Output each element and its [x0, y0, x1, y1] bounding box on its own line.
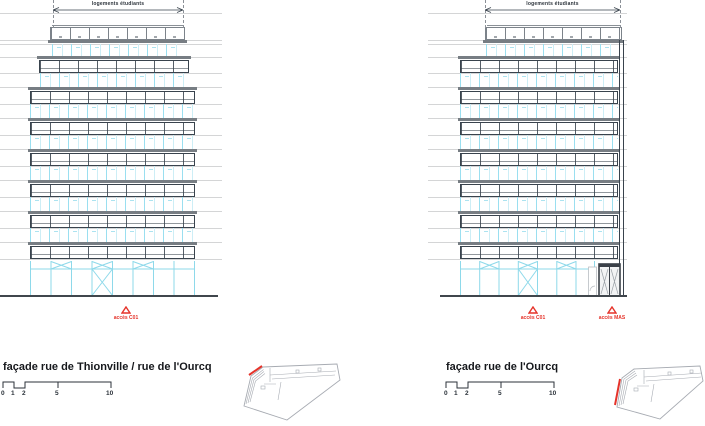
slab-edge — [28, 211, 197, 214]
slab-edge — [28, 149, 197, 152]
window-row — [486, 44, 618, 56]
roof-rail — [52, 25, 183, 26]
key-plan-left — [233, 356, 345, 424]
floor-band — [30, 153, 195, 166]
scale-tick-labels — [2, 390, 117, 399]
attic-level — [50, 27, 185, 40]
slab-edge — [48, 40, 187, 43]
left-elevation — [0, 0, 228, 321]
scale-tick: 0 — [444, 390, 448, 397]
floor-band — [30, 91, 195, 104]
access-marker-triangle-icon — [528, 306, 538, 314]
scale-bar — [2, 379, 114, 389]
slab-edge — [458, 149, 620, 152]
ground-floor-glazing — [30, 261, 195, 296]
scale-bar — [445, 379, 557, 389]
scale-tick: 10 — [549, 390, 557, 397]
scale-tick: 5 — [55, 390, 59, 397]
window-row — [460, 135, 618, 149]
window-row — [30, 166, 195, 180]
ground-line — [0, 295, 218, 297]
floor-band — [460, 153, 618, 166]
window-row — [460, 73, 618, 87]
floor-band — [460, 91, 618, 104]
window-row — [30, 104, 195, 118]
window-row — [30, 135, 195, 149]
level-line — [428, 13, 627, 14]
slab-edge — [458, 180, 620, 183]
dimension-extension-line — [620, 0, 621, 28]
dimension-arrow — [485, 7, 620, 13]
access-marker-triangle-icon — [607, 306, 617, 314]
scale-tick: 2 — [22, 390, 26, 397]
level-line — [0, 259, 222, 260]
window-row — [460, 166, 618, 180]
window-row — [30, 228, 195, 242]
slab-edge — [458, 118, 620, 121]
window-row — [52, 44, 183, 56]
window-row — [30, 197, 195, 211]
window-row — [460, 228, 618, 242]
floor-band — [30, 122, 195, 135]
attic-level — [485, 27, 622, 40]
slab-edge — [458, 87, 620, 90]
slab-edge — [28, 180, 197, 183]
slab-edge — [458, 211, 620, 214]
access-label: accès MAS — [598, 315, 626, 321]
floor-band — [460, 184, 618, 197]
access-marker-triangle-icon — [121, 306, 131, 314]
dimension-extension-line — [183, 0, 184, 28]
dimension-label: logements étudiants — [526, 0, 579, 7]
scale-tick: 2 — [465, 390, 469, 397]
entrance-door — [586, 260, 624, 297]
floor-band — [39, 60, 189, 73]
key-plan-right — [604, 356, 705, 424]
right-elevation — [428, 0, 628, 321]
dimension-label: logements étudiants — [91, 0, 145, 7]
slab-edge — [37, 56, 191, 59]
floor-band — [460, 215, 618, 228]
access-label: accès C01 — [113, 315, 139, 321]
scale-tick: 5 — [498, 390, 502, 397]
window-row — [40, 73, 188, 87]
slab-edge — [28, 87, 197, 90]
side-wall-edge — [619, 40, 624, 296]
scale-tick: 10 — [106, 390, 114, 397]
floor-band — [460, 122, 618, 135]
slab-edge — [458, 56, 620, 59]
roof-rail — [487, 25, 620, 26]
slab-edge — [483, 40, 624, 43]
window-row — [460, 104, 618, 118]
left-elevation-title: façade rue de Thionville / rue de l'Ourcq — [3, 361, 212, 373]
dimension-arrow — [53, 7, 183, 13]
scale-tick-labels — [445, 390, 560, 399]
floor-band — [30, 246, 195, 259]
floor-band — [30, 215, 195, 228]
right-elevation-title: façade rue de l'Ourcq — [446, 361, 559, 373]
scale-tick: 1 — [454, 390, 458, 397]
floor-band — [460, 246, 618, 259]
ground-floor-glazing — [460, 261, 595, 296]
level-line — [0, 13, 222, 14]
slab-edge — [28, 118, 197, 121]
floor-band — [30, 184, 195, 197]
ground-line — [440, 295, 627, 297]
slab-edge — [458, 242, 620, 245]
scale-tick: 1 — [11, 390, 15, 397]
scale-tick: 0 — [1, 390, 5, 397]
floor-band — [460, 60, 618, 73]
access-label: accès C01 — [520, 315, 546, 321]
window-row — [460, 197, 618, 211]
slab-edge — [28, 242, 197, 245]
